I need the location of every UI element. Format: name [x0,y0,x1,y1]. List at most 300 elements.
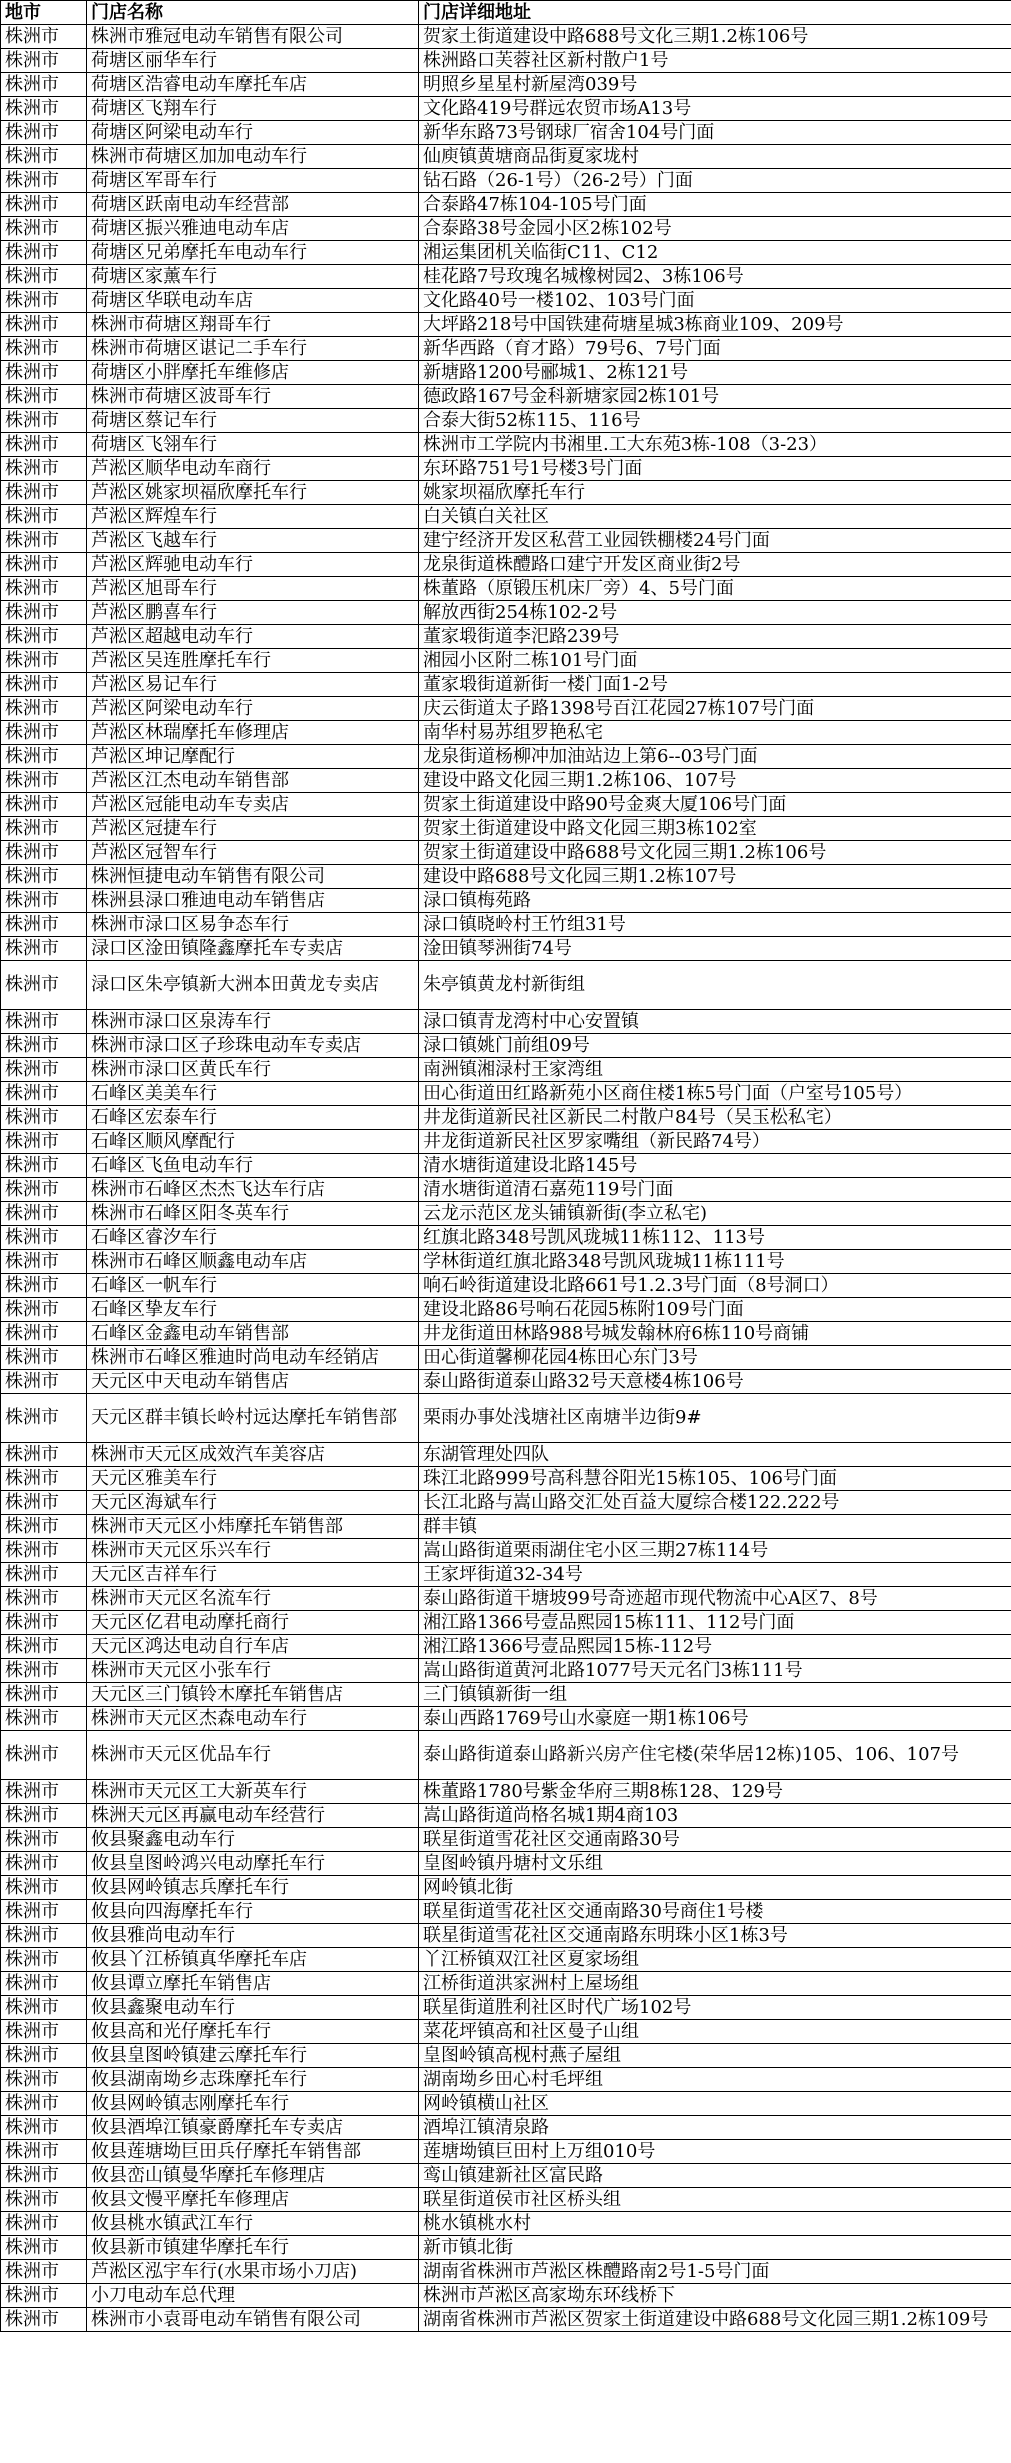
city-cell: 株洲市 [1,481,87,505]
table-row [1,433,1011,457]
address-cell: 合泰路38号金园小区2栋102号 [419,217,1011,241]
store-name-cell: 荷塘区浩睿电动车摩托车店 [87,73,419,97]
store-name-cell: 攸县莲塘坳巨田兵仔摩托车销售部 [87,2140,419,2164]
city-cell: 株洲市 [1,457,87,481]
table-row [1,217,1011,241]
address-cell: 井龙街道田林路988号城发翰林府6栋110号商铺 [419,1322,1011,1346]
city-cell: 株洲市 [1,577,87,601]
city-cell: 株洲市 [1,1202,87,1226]
table-row [1,2236,1011,2260]
address-cell: 株洲市工学院内书湘里.工大东苑3栋-108（3-23） [419,433,1011,457]
city-cell: 株洲市 [1,769,87,793]
store-name-cell: 芦淞区辉驰电动车行 [87,553,419,577]
city-cell: 株洲市 [1,433,87,457]
address-cell: 丫江桥镇双江社区夏家场组 [419,1948,1011,1972]
table-row [1,1346,1011,1370]
store-name-cell: 攸县湖南坳乡志珠摩托车行 [87,2068,419,2092]
store-name-cell: 荷塘区家薰车行 [87,265,419,289]
table-row [1,1130,1011,1154]
address-cell: 贺家土街道建设中路文化园三期3栋102室 [419,817,1011,841]
address-cell: 珠江北路999号高科慧谷阳光15栋105、106号门面 [419,1467,1011,1491]
store-name-cell: 荷塘区兄弟摩托车电动车行 [87,241,419,265]
address-cell: 合泰大街52栋115、116号 [419,409,1011,433]
store-name-cell: 芦淞区阿梁电动车行 [87,697,419,721]
table-row [1,1154,1011,1178]
store-name-cell: 荷塘区阿梁电动车行 [87,121,419,145]
table-row [1,121,1011,145]
table-row [1,961,1011,1010]
table-row [1,1010,1011,1034]
table-row [1,937,1011,961]
address-cell: 网岭镇北街 [419,1876,1011,1900]
store-name-cell: 株洲市荷塘区加加电动车行 [87,145,419,169]
address-cell: 株董路（原锻压机床厂旁）4、5号门面 [419,577,1011,601]
store-name-cell: 攸县峦山镇曼华摩托车修理店 [87,2164,419,2188]
city-cell: 株洲市 [1,49,87,73]
header-city: 地市 [1,1,87,25]
store-name-cell: 芦淞区辉煌车行 [87,505,419,529]
store-name-cell: 株洲市石峰区雅迪时尚电动车经销店 [87,1346,419,1370]
table-row [1,241,1011,265]
table-row [1,1804,1011,1828]
store-name-cell: 株洲市荷塘区翔哥车行 [87,313,419,337]
city-cell: 株洲市 [1,865,87,889]
store-name-cell: 天元区群丰镇长岭村远达摩托车销售部 [87,1394,419,1443]
store-name-cell: 荷塘区华联电动车店 [87,289,419,313]
table-row [1,1394,1011,1443]
table-row [1,1274,1011,1298]
city-cell: 株洲市 [1,2116,87,2140]
city-cell: 株洲市 [1,817,87,841]
city-cell: 株洲市 [1,1611,87,1635]
table-row [1,73,1011,97]
table-row [1,913,1011,937]
city-cell: 株洲市 [1,265,87,289]
table-row [1,1780,1011,1804]
store-name-cell: 天元区中天电动车销售店 [87,1370,419,1394]
city-cell: 株洲市 [1,169,87,193]
address-cell: 株董路1780号紫金华府三期8栋128、129号 [419,1780,1011,1804]
store-name-cell: 石峰区一帆车行 [87,1274,419,1298]
city-cell: 株洲市 [1,289,87,313]
city-cell: 株洲市 [1,1731,87,1780]
store-name-cell: 荷塘区丽华车行 [87,49,419,73]
store-name-cell: 攸县雅尚电动车行 [87,1924,419,1948]
address-cell: 泰山路街道泰山路新兴房产住宅楼(荣华居12栋)105、106、107号 [419,1731,1011,1780]
address-cell: 湖南省株洲市芦淞区株醴路南2号1-5号门面 [419,2260,1011,2284]
address-cell: 姚家坝福欣摩托车行 [419,481,1011,505]
table-row [1,25,1011,49]
city-cell: 株洲市 [1,145,87,169]
city-cell: 株洲市 [1,1154,87,1178]
city-cell: 株洲市 [1,2284,87,2308]
city-cell: 株洲市 [1,1948,87,1972]
store-name-cell: 攸县新市镇建华摩托车行 [87,2236,419,2260]
store-name-cell: 株洲市渌口区子珍珠电动车专卖店 [87,1034,419,1058]
store-name-cell: 株洲市渌口区黄氏车行 [87,1058,419,1082]
table-row [1,1178,1011,1202]
address-cell: 龙泉街道株醴路口建宁开发区商业街2号 [419,553,1011,577]
store-name-cell: 攸县桃水镇武江车行 [87,2212,419,2236]
address-cell: 桂花路7号玫瑰名城橡树园2、3栋106号 [419,265,1011,289]
address-cell: 湖南坳乡田心村毛坪组 [419,2068,1011,2092]
table-row [1,1900,1011,1924]
address-cell: 王家坪街道32-34号 [419,1563,1011,1587]
store-name-cell: 天元区三门镇铃木摩托车销售店 [87,1683,419,1707]
store-name-cell: 株洲恒捷电动车销售有限公司 [87,865,419,889]
table-row [1,697,1011,721]
table-row [1,2260,1011,2284]
table-row [1,1226,1011,1250]
table-row [1,1972,1011,1996]
store-name-cell: 荷塘区军哥车行 [87,169,419,193]
store-name-cell: 攸县鑫聚电动车行 [87,1996,419,2020]
table-row [1,1996,1011,2020]
table-row [1,1635,1011,1659]
address-cell: 东湖管理处四队 [419,1443,1011,1467]
store-name-cell: 石峰区挚友车行 [87,1298,419,1322]
store-name-cell: 攸县谭立摩托车销售店 [87,1972,419,1996]
table-row [1,169,1011,193]
address-cell: 贺家土街道建设中路90号金爽大厦106号门面 [419,793,1011,817]
city-cell: 株洲市 [1,745,87,769]
store-name-cell: 攸县酒埠江镇豪爵摩托车专卖店 [87,2116,419,2140]
table-row [1,409,1011,433]
table-row [1,2308,1011,2332]
city-cell: 株洲市 [1,1274,87,1298]
address-cell: 泰山路街道泰山路32号天意楼4栋106号 [419,1370,1011,1394]
table-row [1,2188,1011,2212]
store-name-cell: 石峰区飞鱼电动车行 [87,1154,419,1178]
address-cell: 文化路40号一楼102、103号门面 [419,289,1011,313]
store-name-cell: 攸县网岭镇志刚摩托车行 [87,2092,419,2116]
store-name-cell: 石峰区美美车行 [87,1082,419,1106]
store-name-cell: 荷塘区蔡记车行 [87,409,419,433]
table-row [1,817,1011,841]
city-cell: 株洲市 [1,1346,87,1370]
table-row [1,1539,1011,1563]
table-row [1,601,1011,625]
store-name-cell: 天元区吉祥车行 [87,1563,419,1587]
city-cell: 株洲市 [1,409,87,433]
table-row [1,1250,1011,1274]
address-cell: 渌口镇晓岭村王竹组31号 [419,913,1011,937]
table-row [1,721,1011,745]
store-name-cell: 株洲市荷塘区谌记二手车行 [87,337,419,361]
table-row [1,841,1011,865]
address-cell: 桃水镇桃水村 [419,2212,1011,2236]
table-row [1,2068,1011,2092]
address-cell: 新华西路（育才路）79号6、7号门面 [419,337,1011,361]
city-cell: 株洲市 [1,1539,87,1563]
store-name-cell: 攸县文慢平摩托车修理店 [87,2188,419,2212]
address-cell: 南洲镇湘渌村王家湾组 [419,1058,1011,1082]
address-cell: 龙泉街道杨柳冲加油站边上第6--03号门面 [419,745,1011,769]
table-row [1,1202,1011,1226]
table-row [1,793,1011,817]
city-cell: 株洲市 [1,1563,87,1587]
table-row [1,1731,1011,1780]
table-row [1,2140,1011,2164]
address-cell: 董家塅街道新街一楼门面1-2号 [419,673,1011,697]
table-row [1,145,1011,169]
address-cell: 群丰镇 [419,1515,1011,1539]
city-cell: 株洲市 [1,73,87,97]
city-cell: 株洲市 [1,1635,87,1659]
address-cell: 鸾山镇建新社区富民路 [419,2164,1011,2188]
table-row [1,289,1011,313]
address-cell: 合泰路47栋104-105号门面 [419,193,1011,217]
store-name-cell: 芦淞区超越电动车行 [87,625,419,649]
address-cell: 董家塅街道李汜路239号 [419,625,1011,649]
city-cell: 株洲市 [1,2188,87,2212]
table-row [1,2116,1011,2140]
city-cell: 株洲市 [1,2308,87,2332]
city-cell: 株洲市 [1,1178,87,1202]
table-row [1,1370,1011,1394]
city-cell: 株洲市 [1,2236,87,2260]
table-row [1,1467,1011,1491]
table-row [1,673,1011,697]
table-row [1,337,1011,361]
table-row [1,2092,1011,2116]
store-name-cell: 株洲市天元区名流车行 [87,1587,419,1611]
address-cell: 新华东路73号钢球厂宿舍104号门面 [419,121,1011,145]
store-name-cell: 渌口区淦田镇隆鑫摩托车专卖店 [87,937,419,961]
address-cell: 井龙街道新民社区罗家嘴组（新民路74号） [419,1130,1011,1154]
city-cell: 株洲市 [1,97,87,121]
address-cell: 学林街道红旗北路348号凯风珑城11栋111号 [419,1250,1011,1274]
store-name-cell: 芦淞区姚家坝福欣摩托车行 [87,481,419,505]
table-row [1,2284,1011,2308]
city-cell: 株洲市 [1,313,87,337]
store-name-cell: 攸县网岭镇志兵摩托车行 [87,1876,419,1900]
table-row [1,1034,1011,1058]
address-cell: 株洲路口芙蓉社区新村散户1号 [419,49,1011,73]
store-name-cell: 荷塘区飞翔车行 [87,97,419,121]
address-cell: 长江北路与嵩山路交汇处百益大厦综合楼122.222号 [419,1491,1011,1515]
address-cell: 红旗北路348号凯风珑城11栋112、113号 [419,1226,1011,1250]
address-cell: 渌口镇梅苑路 [419,889,1011,913]
header-row [1,1,1011,25]
table-row [1,1563,1011,1587]
address-cell: 田心街道田红路新苑小区商住楼1栋5号门面（户室号105号） [419,1082,1011,1106]
store-name-cell: 石峰区宏泰车行 [87,1106,419,1130]
city-cell: 株洲市 [1,121,87,145]
store-name-cell: 株洲市天元区工大新英车行 [87,1780,419,1804]
store-name-cell: 株洲市天元区成效汽车美容店 [87,1443,419,1467]
store-name-cell: 芦淞区江杰电动车销售部 [87,769,419,793]
city-cell: 株洲市 [1,1659,87,1683]
store-name-cell: 天元区鸿达电动自行车店 [87,1635,419,1659]
store-name-cell: 攸县皇图岭鸿兴电动摩托车行 [87,1852,419,1876]
city-cell: 株洲市 [1,1924,87,1948]
address-cell: 株洲市芦淞区高家坳东环线桥下 [419,2284,1011,2308]
store-name-cell: 芦淞区鹏喜车行 [87,601,419,625]
header-address: 门店详细地址 [419,1,1011,25]
store-name-cell: 株洲市石峰区阳冬英车行 [87,1202,419,1226]
store-name-cell: 芦淞区冠智车行 [87,841,419,865]
address-cell: 泰山路街道干塘坡99号奇迹超市现代物流中心A区7、8号 [419,1587,1011,1611]
address-cell: 联星街道胜利社区时代广场102号 [419,1996,1011,2020]
address-cell: 江桥街道洪家洲村上屋场组 [419,1972,1011,1996]
address-cell: 文化路419号群远农贸市场A13号 [419,97,1011,121]
address-cell: 白关镇白关社区 [419,505,1011,529]
table-row [1,865,1011,889]
address-cell: 新市镇北街 [419,2236,1011,2260]
store-name-cell: 芦淞区旭哥车行 [87,577,419,601]
store-name-cell: 石峰区顺风摩配行 [87,1130,419,1154]
table-row [1,1876,1011,1900]
city-cell: 株洲市 [1,1298,87,1322]
store-name-cell: 渌口区朱亭镇新大洲本田黄龙专卖店 [87,961,419,1010]
address-cell: 渌口镇姚门前组09号 [419,1034,1011,1058]
city-cell: 株洲市 [1,2068,87,2092]
table-row [1,1587,1011,1611]
city-cell: 株洲市 [1,553,87,577]
city-cell: 株洲市 [1,2044,87,2068]
address-cell: 三门镇镇新街一组 [419,1683,1011,1707]
table-row [1,193,1011,217]
address-cell: 嵩山路街道尚格名城1期4商103 [419,1804,1011,1828]
city-cell: 株洲市 [1,1322,87,1346]
city-cell: 株洲市 [1,1996,87,2020]
store-name-cell: 攸县聚鑫电动车行 [87,1828,419,1852]
address-cell: 钻石路（26-1号）（26-2号）门面 [419,169,1011,193]
address-cell: 建宁经济开发区私营工业园铁棚楼24号门面 [419,529,1011,553]
city-cell: 株洲市 [1,2164,87,2188]
store-name-cell: 天元区海斌车行 [87,1491,419,1515]
table-row [1,553,1011,577]
store-name-cell: 株洲市荷塘区波哥车行 [87,385,419,409]
address-cell: 泰山西路1769号山水豪庭一期1栋106号 [419,1707,1011,1731]
table-row [1,1924,1011,1948]
table-row [1,745,1011,769]
address-cell: 贺家土街道建设中路688号文化园三期1.2栋106号 [419,841,1011,865]
store-name-cell: 株洲市天元区杰森电动车行 [87,1707,419,1731]
address-cell: 嵩山路街道黄河北路1077号天元名门3栋111号 [419,1659,1011,1683]
address-cell: 清水塘街道清石嘉苑119号门面 [419,1178,1011,1202]
address-cell: 湘运集团机关临街C11、C12 [419,241,1011,265]
city-cell: 株洲市 [1,1972,87,1996]
table-row [1,1828,1011,1852]
store-name-cell: 攸县向四海摩托车行 [87,1900,419,1924]
city-cell: 株洲市 [1,1900,87,1924]
store-name-cell: 荷塘区飞翎车行 [87,433,419,457]
table-body [1,25,1011,2332]
table-row [1,577,1011,601]
store-name-cell: 天元区亿君电动摩托商行 [87,1611,419,1635]
table-row [1,889,1011,913]
city-cell: 株洲市 [1,1443,87,1467]
address-cell: 建设中路688号文化园三期1.2栋107号 [419,865,1011,889]
address-cell: 联星街道雪花社区交通南路30号 [419,1828,1011,1852]
store-name-cell: 芦淞区林瑞摩托车修理店 [87,721,419,745]
city-cell: 株洲市 [1,1226,87,1250]
table-row [1,529,1011,553]
header-store-name: 门店名称 [87,1,419,25]
address-cell: 湘江路1366号壹品熙园15栋-112号 [419,1635,1011,1659]
city-cell: 株洲市 [1,673,87,697]
address-cell: 菜花坪镇高和社区曼子山组 [419,2020,1011,2044]
store-name-cell: 株洲市天元区乐兴车行 [87,1539,419,1563]
city-cell: 株洲市 [1,2020,87,2044]
city-cell: 株洲市 [1,841,87,865]
address-cell: 联星街道雪花社区交通南路东明珠小区1栋3号 [419,1924,1011,1948]
address-cell: 湘江路1366号壹品熙园15栋111、112号门面 [419,1611,1011,1635]
address-cell: 嵩山路街道栗雨湖住宅小区三期27栋114号 [419,1539,1011,1563]
table-row [1,2020,1011,2044]
table-row [1,97,1011,121]
table-row [1,481,1011,505]
city-cell: 株洲市 [1,2092,87,2116]
city-cell: 株洲市 [1,889,87,913]
table-row [1,313,1011,337]
store-name-cell: 天元区雅美车行 [87,1467,419,1491]
city-cell: 株洲市 [1,361,87,385]
table-row [1,385,1011,409]
address-cell: 酒埠江镇清泉路 [419,2116,1011,2140]
store-name-cell: 芦淞区顺华电动车商行 [87,457,419,481]
store-name-cell: 株洲市渌口区泉涛车行 [87,1010,419,1034]
address-cell: 渌口镇青龙湾村中心安置镇 [419,1010,1011,1034]
store-name-cell: 攸县丫江桥镇真华摩托车店 [87,1948,419,1972]
store-name-cell: 荷塘区跃南电动车经营部 [87,193,419,217]
table-row [1,1611,1011,1635]
table-row [1,1491,1011,1515]
table-row [1,2044,1011,2068]
table-row [1,1852,1011,1876]
city-cell: 株洲市 [1,697,87,721]
city-cell: 株洲市 [1,193,87,217]
table-row [1,1948,1011,1972]
city-cell: 株洲市 [1,1804,87,1828]
address-cell: 栗雨办事处浅塘社区南塘半边街9# [419,1394,1011,1443]
city-cell: 株洲市 [1,937,87,961]
city-cell: 株洲市 [1,1467,87,1491]
store-name-cell: 攸县高和光仔摩托车行 [87,2020,419,2044]
table-row [1,769,1011,793]
city-cell: 株洲市 [1,505,87,529]
table-row [1,49,1011,73]
store-name-cell: 石峰区睿汐车行 [87,1226,419,1250]
store-name-cell: 株洲天元区再赢电动车经营行 [87,1804,419,1828]
table-row [1,1082,1011,1106]
table-row [1,361,1011,385]
address-cell: 淦田镇琴洲街74号 [419,937,1011,961]
store-name-cell: 株洲市雅冠电动车销售有限公司 [87,25,419,49]
city-cell: 株洲市 [1,1515,87,1539]
city-cell: 株洲市 [1,1010,87,1034]
city-cell: 株洲市 [1,913,87,937]
address-cell: 建设中路文化园三期1.2栋106、107号 [419,769,1011,793]
city-cell: 株洲市 [1,25,87,49]
table-row [1,505,1011,529]
table-row [1,1659,1011,1683]
address-cell: 响石岭街道建设北路661号1.2.3号门面（8号洞口） [419,1274,1011,1298]
store-name-cell: 石峰区金鑫电动车销售部 [87,1322,419,1346]
table-row [1,265,1011,289]
city-cell: 株洲市 [1,2260,87,2284]
table-row [1,1707,1011,1731]
city-cell: 株洲市 [1,601,87,625]
table-row [1,1106,1011,1130]
address-cell: 贺家土街道建设中路688号文化三期1.2栋106号 [419,25,1011,49]
store-name-cell: 芦淞区吴连胜摩托车行 [87,649,419,673]
city-cell: 株洲市 [1,793,87,817]
address-cell: 建设北路86号响石花园5栋附109号门面 [419,1298,1011,1322]
table-row [1,457,1011,481]
